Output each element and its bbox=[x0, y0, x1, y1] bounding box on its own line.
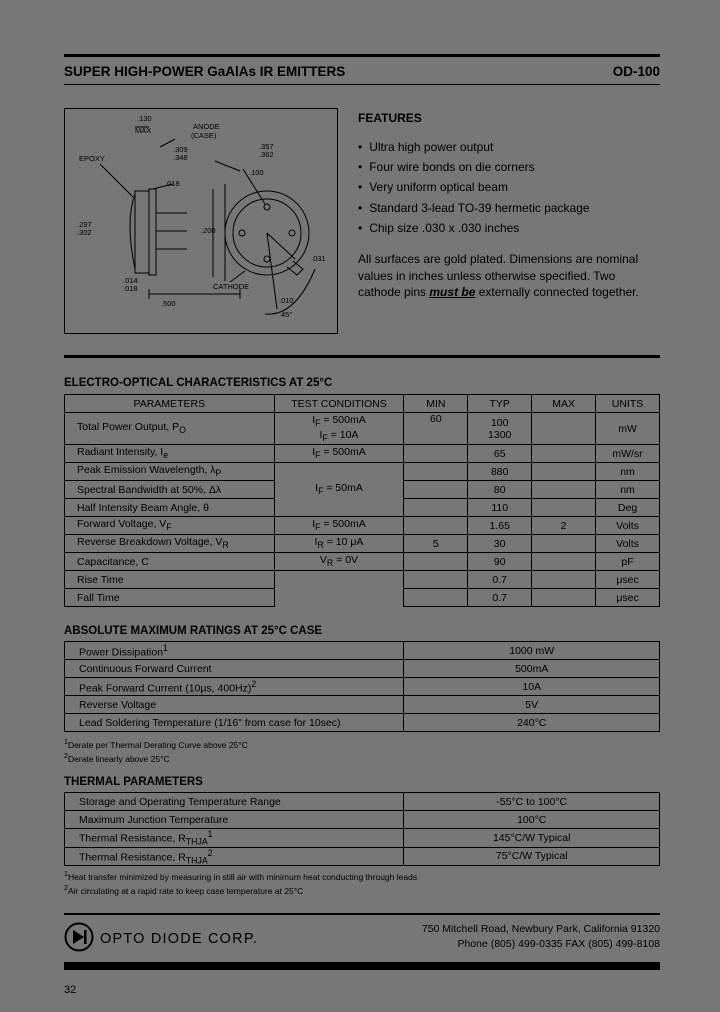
header-rule bbox=[64, 84, 660, 85]
col-header: MAX bbox=[532, 395, 596, 413]
feature-item: • Chip size .030 x .030 inches bbox=[358, 218, 658, 238]
part-number: OD-100 bbox=[612, 64, 660, 79]
eo-title: ELECTRO-OPTICAL CHARACTERISTICS AT 25°C bbox=[64, 377, 333, 389]
rating-label: Continuous Forward Current bbox=[65, 660, 404, 678]
rating-label: Peak Forward Current (10μs, 400Hz)$^2$ bbox=[65, 678, 404, 696]
dim-label: (CASE) bbox=[191, 131, 217, 140]
dim-label: EPOXY bbox=[79, 154, 105, 163]
unit-cell: Volts bbox=[596, 517, 660, 535]
min-cell bbox=[404, 517, 468, 535]
table-row bbox=[65, 571, 660, 589]
company-name: OPTO DIODE CORP. bbox=[100, 931, 259, 947]
thermal-label: Thermal Resistance, $R_{THJA}^2$ bbox=[65, 847, 404, 866]
dim-label: .348 bbox=[173, 153, 188, 162]
diode-logo-icon bbox=[64, 922, 94, 952]
table-row bbox=[65, 535, 660, 553]
dim-label: .018 bbox=[123, 284, 138, 293]
rating-value: 240°C bbox=[404, 714, 660, 732]
min-cell bbox=[404, 589, 468, 607]
typ-cell: 110 bbox=[468, 499, 532, 517]
table-row bbox=[65, 445, 660, 463]
max-cell bbox=[532, 413, 596, 445]
min-cell bbox=[404, 553, 468, 571]
dim-label: 45° bbox=[281, 310, 293, 319]
dim-label: .362 bbox=[259, 150, 274, 159]
table-row bbox=[65, 811, 660, 829]
thermal-label: Thermal Resistance, $R_{THJA}^1$ bbox=[65, 829, 404, 848]
table-row bbox=[65, 678, 660, 696]
rating-label: Reverse Voltage bbox=[65, 696, 404, 714]
condition-cell: $I_F = 500mA$ bbox=[274, 445, 404, 463]
unit-cell: pF bbox=[596, 553, 660, 571]
max-cell bbox=[532, 589, 596, 607]
features-heading: FEATURES bbox=[358, 111, 422, 125]
dim-label: .130 bbox=[137, 114, 152, 123]
param-cell: Spectral Bandwidth at 50%, Δλ bbox=[65, 481, 275, 499]
unit-cell: mW bbox=[596, 413, 660, 445]
page-title: SUPER HIGH-POWER GaAlAs IR EMITTERS bbox=[64, 64, 346, 79]
rating-value: 5V bbox=[404, 696, 660, 714]
min-cell bbox=[404, 499, 468, 517]
max-cell bbox=[532, 553, 596, 571]
min-cell bbox=[404, 445, 468, 463]
page-number: 32 bbox=[64, 984, 77, 996]
tp-title: THERMAL PARAMETERS bbox=[64, 776, 203, 788]
footer-rule-top bbox=[64, 913, 660, 915]
table-row bbox=[65, 517, 660, 535]
table-row bbox=[65, 793, 660, 811]
param-cell: Forward Voltage, $V_F$ bbox=[65, 517, 275, 535]
thermal-label: Maximum Junction Temperature bbox=[65, 811, 404, 829]
tp-table bbox=[64, 792, 660, 866]
unit-cell: μsec bbox=[596, 589, 660, 607]
col-header: UNITS bbox=[596, 395, 660, 413]
typ-cell: 0.7 bbox=[468, 589, 532, 607]
dim-label: ANODE bbox=[193, 122, 220, 131]
dim-label: .297 bbox=[77, 220, 92, 229]
condition-cell: $I_F = 500mA$ $I_F = 10A$ bbox=[274, 413, 404, 445]
address-line: 750 Mitchell Road, Newbury Park, California 91320 bbox=[421, 923, 660, 935]
table-row bbox=[65, 847, 660, 866]
max-cell: 2 bbox=[532, 517, 596, 535]
tp-footnotes bbox=[64, 869, 417, 897]
dim-label: .010 bbox=[279, 296, 294, 305]
thermal-value: 145°C/W Typical bbox=[404, 829, 660, 848]
unit-cell: nm bbox=[596, 481, 660, 499]
condition-cell: $V_R = 0V$ bbox=[274, 553, 404, 571]
footer-rule-bottom bbox=[64, 962, 660, 970]
section-rule bbox=[64, 355, 660, 358]
max-cell bbox=[532, 445, 596, 463]
dim-label: .309 bbox=[173, 145, 188, 154]
dim-label: .500 bbox=[161, 299, 176, 308]
footnote: $^2$Derate linearly above 25°C bbox=[64, 751, 170, 764]
footnote: $^1$Heat transfer minimized by measuring in still air with minimum heat conducting through leads bbox=[64, 870, 418, 882]
package-drawing-svg bbox=[65, 109, 337, 333]
table-row bbox=[65, 829, 660, 848]
table-row bbox=[65, 660, 660, 678]
table-row bbox=[65, 696, 660, 714]
phone-line: Phone (805) 499-0335 FAX (805) 499-8108 bbox=[457, 938, 660, 950]
table-row bbox=[65, 413, 660, 445]
dim-label: .014 bbox=[123, 276, 138, 285]
max-cell bbox=[532, 571, 596, 589]
rating-value: 10A bbox=[404, 678, 660, 696]
dim-label: .200 bbox=[201, 226, 216, 235]
col-header: TEST CONDITIONS bbox=[274, 395, 404, 413]
rating-label: Power Dissipation$^1$ bbox=[65, 642, 404, 660]
table-row bbox=[65, 642, 660, 660]
typ-cell: 90 bbox=[468, 553, 532, 571]
typ-cell: 1.65 bbox=[468, 517, 532, 535]
note-text-end: externally connected together. bbox=[475, 285, 639, 299]
unit-cell: Deg bbox=[596, 499, 660, 517]
typ-cell: 30 bbox=[468, 535, 532, 553]
condition-cell: $I_F = 500mA$ bbox=[274, 517, 404, 535]
features-note bbox=[358, 251, 658, 301]
condition-cell bbox=[274, 571, 404, 607]
typ-cell: 100 1300 bbox=[468, 413, 532, 445]
typ-cell: 80 bbox=[468, 481, 532, 499]
am-title: ABSOLUTE MAXIMUM RATINGS AT 25°C CASE bbox=[64, 625, 323, 637]
dim-label: .018 bbox=[165, 179, 180, 188]
thermal-value: -55°C to 100°C bbox=[404, 793, 660, 811]
feature-item: • Standard 3-lead TO-39 hermetic package bbox=[358, 198, 658, 218]
package-drawing bbox=[64, 108, 338, 334]
param-cell: Peak Emission Wavelength, $\lambda_P$ bbox=[65, 463, 275, 481]
table-header-row bbox=[65, 395, 660, 413]
dim-label: MAX bbox=[135, 126, 152, 135]
rating-label: Lead Soldering Temperature (1/16" from case for 10sec) bbox=[65, 714, 404, 732]
table-row bbox=[65, 714, 660, 732]
eo-table bbox=[64, 394, 660, 607]
unit-cell: nm bbox=[596, 463, 660, 481]
unit-cell: mW/sr bbox=[596, 445, 660, 463]
max-cell bbox=[532, 499, 596, 517]
unit-cell: Volts bbox=[596, 535, 660, 553]
condition-cell: $I_R = 10$ μA bbox=[274, 535, 404, 553]
param-cell: Reverse Breakdown Voltage, $V_R$ bbox=[65, 535, 275, 553]
param-cell: Rise Time bbox=[65, 571, 275, 589]
typ-cell: 880 bbox=[468, 463, 532, 481]
note-text: All surfaces are gold plated. Dimensions are nominal values in inches unless otherwise specified. Two cathode pins bbox=[358, 252, 639, 299]
param-cell: Capacitance, C bbox=[65, 553, 275, 571]
rating-value: 500mA bbox=[404, 660, 660, 678]
param-cell: Half Intensity Beam Angle, θ bbox=[65, 499, 275, 517]
col-header: PARAMETERS bbox=[65, 395, 275, 413]
max-cell bbox=[532, 463, 596, 481]
note-emphasis: must be bbox=[429, 285, 476, 299]
min-cell bbox=[404, 463, 468, 481]
min-cell: 60 bbox=[404, 413, 468, 445]
param-cell: Fall Time bbox=[65, 589, 275, 607]
dim-label: .100 bbox=[249, 168, 264, 177]
dim-label: .031 bbox=[311, 254, 326, 263]
dim-label: .357 bbox=[259, 142, 274, 151]
features-list bbox=[358, 137, 658, 238]
table-row bbox=[65, 463, 660, 481]
max-cell bbox=[532, 481, 596, 499]
thermal-value: 75°C/W Typical bbox=[404, 847, 660, 866]
unit-cell: μsec bbox=[596, 571, 660, 589]
feature-item: • Ultra high power output bbox=[358, 137, 658, 157]
dim-label: CATHODE bbox=[213, 282, 250, 291]
thermal-value: 100°C bbox=[404, 811, 660, 829]
footnote: $^2$Air circulating at a rapid rate to keep case temperature at 25°C bbox=[64, 883, 304, 896]
footnote: $^1$Derate per Thermal Derating Curve above 25°C bbox=[64, 738, 248, 750]
am-table bbox=[64, 641, 660, 732]
condition-cell: $I_F = 50mA$ bbox=[274, 463, 404, 517]
col-header: TYP bbox=[468, 395, 532, 413]
feature-item: • Very uniform optical beam bbox=[358, 177, 658, 197]
max-cell bbox=[532, 535, 596, 553]
dim-label: .302 bbox=[77, 228, 92, 237]
am-footnotes bbox=[64, 737, 248, 765]
table-row bbox=[65, 553, 660, 571]
min-cell bbox=[404, 571, 468, 589]
param-cell: Radiant Intensity, $I_e$ bbox=[65, 445, 275, 463]
company-address bbox=[360, 922, 660, 952]
company-logo bbox=[64, 922, 94, 952]
thermal-label: Storage and Operating Temperature Range bbox=[65, 793, 404, 811]
typ-cell: 0.7 bbox=[468, 571, 532, 589]
param-cell: Total Power Output, $P_O$ bbox=[65, 413, 275, 445]
top-rule bbox=[64, 54, 660, 57]
min-cell bbox=[404, 481, 468, 499]
typ-cell: 65 bbox=[468, 445, 532, 463]
rating-value: 1000 mW bbox=[404, 642, 660, 660]
feature-item: • Four wire bonds on die corners bbox=[358, 157, 658, 177]
col-header: MIN bbox=[404, 395, 468, 413]
min-cell: 5 bbox=[404, 535, 468, 553]
